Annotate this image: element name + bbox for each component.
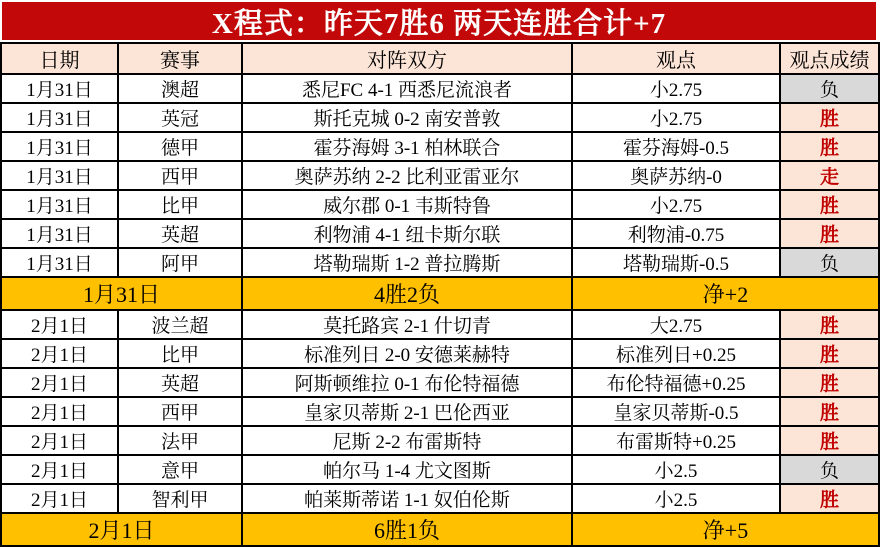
pick-cell: 标准列日+0.25 (572, 339, 780, 368)
match-cell: 帕尔马 1-4 尤文图斯 (242, 455, 572, 484)
summary-date-cell: 1月31日 (1, 277, 242, 310)
result-cell: 胜 (780, 484, 879, 513)
date-cell: 1月31日 (1, 161, 118, 190)
date-cell: 1月31日 (1, 219, 118, 248)
league-cell: 比甲 (118, 339, 242, 368)
league-cell: 波兰超 (118, 310, 242, 339)
league-cell: 意甲 (118, 455, 242, 484)
result-cell: 负 (780, 455, 879, 484)
date-cell: 1月31日 (1, 103, 118, 132)
table-row (1, 339, 879, 368)
col-header-date: 日期 (1, 43, 118, 74)
table-row (1, 74, 879, 103)
match-cell: 阿斯顿维拉 0-1 布伦特福德 (242, 368, 572, 397)
league-cell: 德甲 (118, 132, 242, 161)
date-cell: 2月1日 (1, 339, 118, 368)
table-row (1, 426, 879, 455)
pick-cell: 霍芬海姆-0.5 (572, 132, 780, 161)
date-cell: 2月1日 (1, 397, 118, 426)
pick-cell: 小2.5 (572, 455, 780, 484)
pick-cell: 小2.75 (572, 103, 780, 132)
date-cell: 2月1日 (1, 484, 118, 513)
date-cell: 2月1日 (1, 368, 118, 397)
match-cell: 悉尼FC 4-1 西悉尼流浪者 (242, 74, 572, 103)
pick-cell: 塔勒瑞斯-0.5 (572, 248, 780, 277)
league-cell: 英超 (118, 219, 242, 248)
result-cell: 胜 (780, 219, 879, 248)
table-row (1, 368, 879, 397)
table-row (1, 103, 879, 132)
match-cell: 标准列日 2-0 安德莱赫特 (242, 339, 572, 368)
summary-row (1, 513, 879, 546)
date-cell: 2月1日 (1, 426, 118, 455)
table-row (1, 190, 879, 219)
pick-cell: 小2.5 (572, 484, 780, 513)
summary-record-cell: 6胜1负 (242, 513, 572, 546)
summary-net-cell: 净+5 (572, 513, 879, 546)
col-header-result: 观点成绩 (780, 43, 879, 74)
table-row (1, 455, 879, 484)
col-header-pick: 观点 (572, 43, 780, 74)
result-cell: 走 (780, 161, 879, 190)
pick-cell: 利物浦-0.75 (572, 219, 780, 248)
pick-cell: 布雷斯特+0.25 (572, 426, 780, 455)
table-row (1, 248, 879, 277)
pick-cell: 大2.75 (572, 310, 780, 339)
match-cell: 斯托克城 0-2 南安普敦 (242, 103, 572, 132)
match-cell: 威尔郡 0-1 韦斯特鲁 (242, 190, 572, 219)
date-cell: 2月1日 (1, 310, 118, 339)
match-cell: 尼斯 2-2 布雷斯特 (242, 426, 572, 455)
match-cell: 皇家贝蒂斯 2-1 巴伦西亚 (242, 397, 572, 426)
date-cell: 1月31日 (1, 132, 118, 161)
match-cell: 塔勒瑞斯 1-2 普拉腾斯 (242, 248, 572, 277)
result-cell: 胜 (780, 426, 879, 455)
date-cell: 2月1日 (1, 455, 118, 484)
result-cell: 负 (780, 74, 879, 103)
picks-table (0, 42, 880, 547)
league-cell: 法甲 (118, 426, 242, 455)
result-cell: 胜 (780, 132, 879, 161)
result-cell: 胜 (780, 397, 879, 426)
summary-record-cell: 4胜2负 (242, 277, 572, 310)
date-cell: 1月31日 (1, 74, 118, 103)
table-row (1, 219, 879, 248)
result-cell: 胜 (780, 310, 879, 339)
result-cell: 胜 (780, 103, 879, 132)
banner-title: X程式：昨天7胜6 两天连胜合计+7 (211, 7, 667, 40)
pick-cell: 布伦特福德+0.25 (572, 368, 780, 397)
table-body (1, 74, 879, 546)
pick-cell: 小2.75 (572, 190, 780, 219)
match-cell: 帕莱斯蒂诺 1-1 奴伯伦斯 (242, 484, 572, 513)
summary-row (1, 277, 879, 310)
summary-date-cell: 2月1日 (1, 513, 242, 546)
league-cell: 澳超 (118, 74, 242, 103)
table-row (1, 132, 879, 161)
league-cell: 智利甲 (118, 484, 242, 513)
league-cell: 西甲 (118, 397, 242, 426)
result-cell: 胜 (780, 339, 879, 368)
result-cell: 胜 (780, 190, 879, 219)
date-cell: 1月31日 (1, 248, 118, 277)
league-cell: 比甲 (118, 190, 242, 219)
col-header-league: 赛事 (118, 43, 242, 74)
header-row (1, 43, 879, 74)
result-cell: 负 (780, 248, 879, 277)
pick-cell: 皇家贝蒂斯-0.5 (572, 397, 780, 426)
match-cell: 奥萨苏纳 2-2 比利亚雷亚尔 (242, 161, 572, 190)
league-cell: 阿甲 (118, 248, 242, 277)
league-cell: 西甲 (118, 161, 242, 190)
page (0, 2, 878, 543)
match-cell: 莫托路宾 2-1 什切青 (242, 310, 572, 339)
table-row (1, 397, 879, 426)
result-cell: 胜 (780, 368, 879, 397)
banner (2, 2, 876, 40)
pick-cell: 奥萨苏纳-0 (572, 161, 780, 190)
pick-cell: 小2.75 (572, 74, 780, 103)
table-row (1, 484, 879, 513)
table-row (1, 161, 879, 190)
league-cell: 英冠 (118, 103, 242, 132)
match-cell: 霍芬海姆 3-1 柏林联合 (242, 132, 572, 161)
match-cell: 利物浦 4-1 纽卡斯尔联 (242, 219, 572, 248)
date-cell: 1月31日 (1, 190, 118, 219)
league-cell: 英超 (118, 368, 242, 397)
col-header-match: 对阵双方 (242, 43, 572, 74)
table-row (1, 310, 879, 339)
summary-net-cell: 净+2 (572, 277, 879, 310)
